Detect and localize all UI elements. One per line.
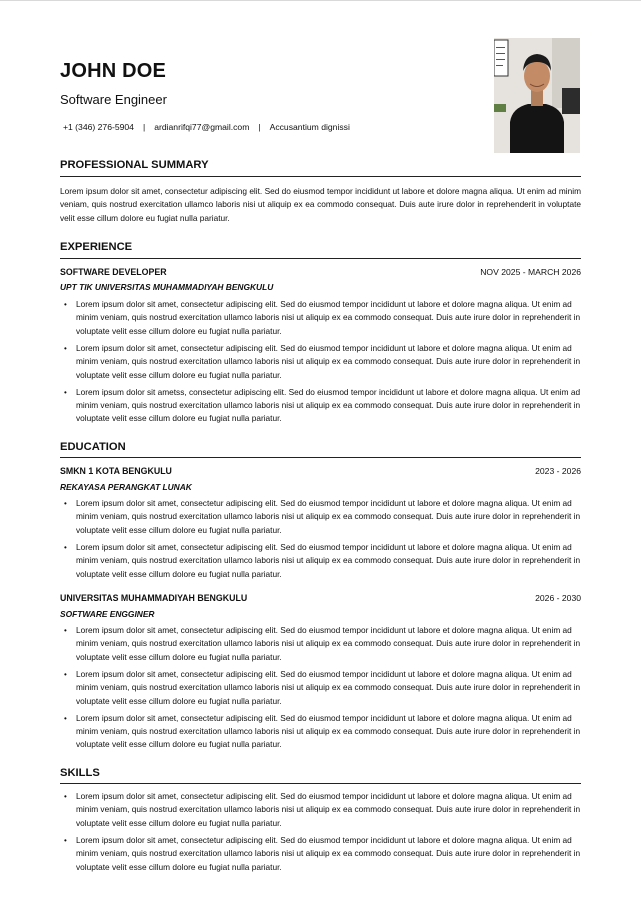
section-title-education: EDUCATION (60, 441, 126, 453)
education-major: REKAYASA PERANGKAT LUNAK (60, 482, 192, 492)
bullet-item: • Lorem ipsum dolor sit amet, consectetur adipiscing elit. Sed do eiusmod tempor incididunt ut labore et dolore magna aliqua. Ut enim ad minim veniam, quis nostrud exercitation ullamco laboris nisi ut aliquip ex ea commodo consequat. Duis aute irure dolor in reprehenderit in voluptate velit esse cillum dolore eu fugiat nulla pariatur. (60, 790, 581, 830)
education-date: 2026 - 2030 (535, 593, 581, 603)
skills-bullets (60, 790, 581, 878)
education-school: SMKN 1 KOTA BENGKULU (60, 466, 172, 476)
section-title-experience: EXPERIENCE (60, 241, 133, 253)
contact-separator: | (142, 122, 146, 132)
experience-position: SOFTWARE DEVELOPER (60, 267, 167, 277)
education-school: UNIVERSITAS MUHAMMADIYAH BENGKULU (60, 593, 248, 603)
section-divider (60, 783, 581, 784)
bullet-item: • Lorem ipsum dolor sit amet, consectetur adipiscing elit. Sed do eiusmod tempor incididunt ut labore et dolore magna aliqua. Ut enim ad minim veniam, quis nostrud exercitation ullamco laboris nisi ut aliquip ex ea commodo consequat. Duis aute irure dolor in reprehenderit in voluptate velit esse cillum dolore eu fugiat nulla pariatur. (60, 541, 581, 581)
section-title-skills: SKILLS (60, 767, 100, 779)
bullet-item: • Lorem ipsum dolor sit ametss, consectetur adipiscing elit. Sed do eiusmod tempor incididunt ut labore et dolore magna aliqua. Ut enim ad minim veniam, quis nostrud exercitation ullamco laboris nisi ut aliquip ex ea commodo consequat. Duis aute irure dolor in reprehenderit in voluptate velit esse cillum dolore eu fugiat nulla pariatur. (60, 386, 581, 426)
contact-extra: Accusantium dignissi (269, 122, 350, 132)
summary-text: Lorem ipsum dolor sit amet, consectetur adipiscing elit. Sed do eiusmod tempor incididunt ut labore et dolore magna aliqua. Ut enim ad minim veniam, quis nostrud exercitation ullamco laboris nisi ut aliquip ex ea commodo consequat. Duis aute irure dolor in reprehenderit in voluptate velit esse cillum dolore eu fugiat nulla pariatur. (60, 186, 581, 223)
section-divider (60, 176, 581, 177)
bullet-item: • Lorem ipsum dolor sit amet, consectetur adipiscing elit. Sed do eiusmod tempor incididunt ut labore et dolore magna aliqua. Ut enim ad minim veniam, quis nostrud exercitation ullamco laboris nisi ut aliquip ex ea commodo consequat. Duis aute irure dolor in reprehenderit in voluptate velit esse cillum dolore eu fugiat nulla pariatur. (60, 298, 581, 338)
candidate-role: Software Engineer (60, 92, 167, 107)
contact-phone: +1 (346) 276-5904 (63, 122, 134, 132)
education-bullets (60, 624, 581, 755)
bullet-item: • Lorem ipsum dolor sit amet, consectetur adipiscing elit. Sed do eiusmod tempor incididunt ut labore et dolore magna aliqua. Ut enim ad minim veniam, quis nostrud exercitation ullamco laboris nisi ut aliquip ex ea commodo consequat. Duis aute irure dolor in reprehenderit in voluptate velit esse cillum dolore eu fugiat nulla pariatur. (60, 712, 581, 752)
experience-bullets (60, 298, 581, 429)
section-divider (60, 457, 581, 458)
education-bullets (60, 497, 581, 585)
profile-photo (494, 38, 580, 153)
education-date: 2023 - 2026 (535, 466, 581, 476)
bullet-item: • Lorem ipsum dolor sit amet, consectetur adipiscing elit. Sed do eiusmod tempor incididunt ut labore et dolore magna aliqua. Ut enim ad minim veniam, quis nostrud exercitation ullamco laboris nisi ut aliquip ex ea commodo consequat. Duis aute irure dolor in reprehenderit in voluptate velit esse cillum dolore eu fugiat nulla pariatur. (60, 497, 581, 537)
experience-organization: UPT TIK UNIVERSITAS MUHAMMADIYAH BENGKULU (60, 282, 274, 292)
contact-separator: | (258, 122, 261, 132)
contact-email: ardianrifqi77@gmail.com (154, 122, 250, 132)
section-title-summary: PROFESSIONAL SUMMARY (60, 159, 209, 171)
section-divider (60, 258, 581, 259)
candidate-name: JOHN DOE (60, 60, 167, 82)
bullet-item: • Lorem ipsum dolor sit amet, consectetur adipiscing elit. Sed do eiusmod tempor incididunt ut labore et dolore magna aliqua. Ut enim ad minim veniam, quis nostrud exercitation ullamco laboris nisi ut aliquip ex ea commodo consequat. Duis aute irure dolor in reprehenderit in voluptate velit esse cillum dolore eu fugiat nulla pariatur. (60, 624, 581, 664)
contact-line (63, 122, 350, 132)
profile-photo-illustration (494, 38, 580, 153)
resume-header (60, 38, 581, 153)
bullet-item: • Lorem ipsum dolor sit amet, consectetur adipiscing elit. Sed do eiusmod tempor incididunt ut labore et dolore magna aliqua. Ut enim ad minim veniam, quis nostrud exercitation ullamco laboris nisi ut aliquip ex ea commodo consequat. Duis aute irure dolor in reprehenderit in voluptate velit esse cillum dolore eu fugiat nulla pariatur. (60, 668, 581, 708)
bullet-item: • Lorem ipsum dolor sit amet, consectetur adipiscing elit. Sed do eiusmod tempor incididunt ut labore et dolore magna aliqua. Ut enim ad minim veniam, quis nostrud exercitation ullamco laboris nisi ut aliquip ex ea commodo consequat. Duis aute irure dolor in reprehenderit in voluptate velit esse cillum dolore eu fugiat nulla pariatur. (60, 834, 581, 874)
education-major: SOFTWARE ENGGINER (60, 609, 155, 619)
experience-date: NOV 2025 - MARCH 2026 (480, 267, 581, 277)
bullet-item: • Lorem ipsum dolor sit amet, consectetur adipiscing elit. Sed do eiusmod tempor incididunt ut labore et dolore magna aliqua. Ut enim ad minim veniam, quis nostrud exercitation ullamco laboris nisi ut aliquip ex ea commodo consequat. Duis aute irure dolor in reprehenderit in voluptate velit esse cillum dolore eu fugiat nulla pariatur. (60, 342, 581, 382)
